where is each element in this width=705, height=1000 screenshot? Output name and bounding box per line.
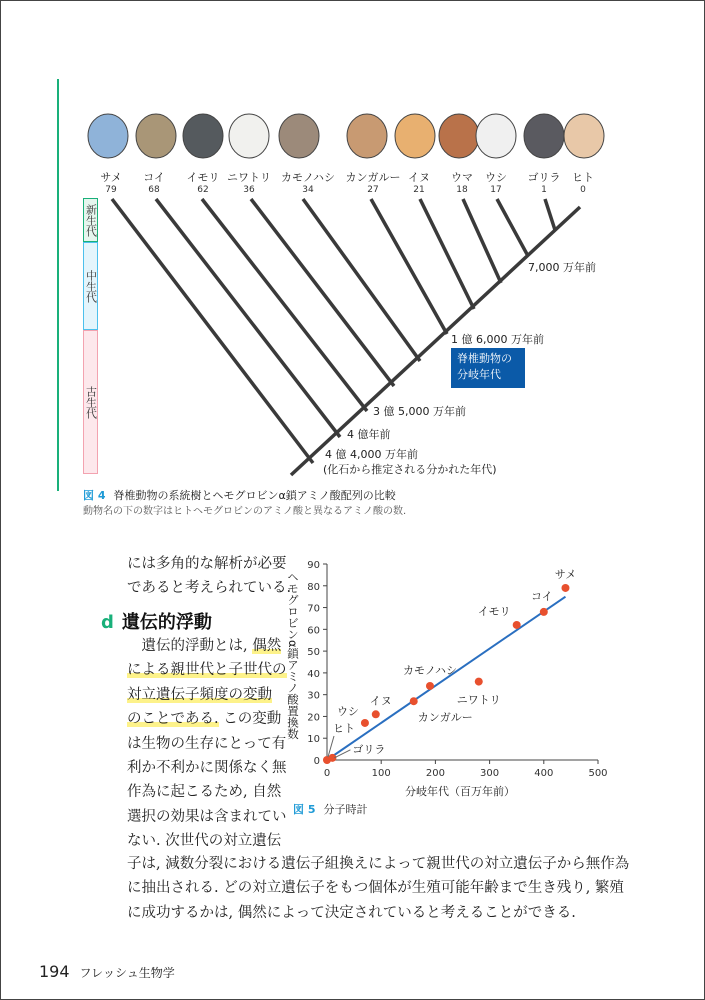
y-tick-label: 90 (307, 560, 320, 571)
text: は生物の生存にとって有 (127, 735, 287, 752)
amino-acid-difference: 62 (197, 185, 209, 195)
animal-name: ウマ (451, 171, 473, 184)
amino-acid-difference: 68 (148, 185, 160, 195)
time-160my: 1 億 6,000 万年前 (451, 333, 544, 346)
amino-acid-difference: 79 (105, 185, 117, 195)
text: この変動 (218, 711, 282, 728)
time-400my: 4 億年前 (347, 428, 391, 441)
body-line (127, 805, 287, 829)
figure-label: 図 5 (293, 803, 316, 816)
amino-acid-difference: 27 (367, 185, 379, 195)
x-tick-label: 100 (371, 768, 391, 779)
y-tick-label: 50 (307, 647, 320, 659)
body-line: であると考えられている. (127, 580, 292, 596)
era-mesozoic (83, 242, 98, 330)
tree-branch (463, 199, 501, 283)
y-tick-label: 60 (307, 625, 320, 637)
data-point (372, 710, 380, 718)
data-point (361, 719, 369, 727)
chart-title: 分子時計 (323, 803, 368, 816)
data-point (513, 621, 521, 629)
amino-acid-difference: 17 (490, 185, 502, 195)
text: 作為に起こるため, 自然 (127, 784, 282, 801)
y-tick-label: 70 (307, 603, 320, 615)
book-title: フレッシュ生物学 (79, 966, 175, 980)
molecular-clock-chart (281, 551, 611, 801)
animal-illustration-icon (564, 114, 604, 158)
text: 選択の効果は含まれてい (127, 808, 287, 825)
body-line (127, 780, 281, 804)
point-label: ゴリラ (352, 742, 386, 756)
body-line: には多角的な解析が必要 (127, 556, 287, 572)
body-line (127, 707, 281, 731)
y-tick-label: 80 (307, 581, 320, 593)
body-line: に成功するかは, 偶然によって決定されていると考えることができる. (127, 904, 576, 921)
animal-name: サメ (100, 171, 122, 184)
time-70my: 7,000 万年前 (528, 261, 596, 274)
point-label: ウシ (336, 704, 359, 718)
figure4-subcaption: 動物名の下の数字はヒトヘモグロビンのアミノ酸と異なるアミノ酸の数. (83, 506, 407, 517)
page-number: 194 (39, 962, 70, 981)
data-point (561, 584, 569, 592)
highlighted-text: 偶然 (252, 638, 282, 654)
animal-illustration-icon (136, 114, 176, 158)
x-tick-label: 0 (323, 768, 331, 779)
y-tick-label: 0 (313, 756, 320, 767)
animal-illustration-icon (279, 114, 319, 158)
amino-acid-difference: 21 (413, 185, 425, 195)
animal-illustration-icon (395, 114, 435, 158)
animal-name: ゴリラ (527, 171, 561, 184)
point-label: サメ (554, 567, 577, 581)
text: ない. 次世代の対立遺伝 (127, 833, 282, 850)
y-tick-label: 30 (307, 690, 320, 702)
point-label: コイ (530, 589, 553, 603)
tree-branch (497, 199, 528, 256)
time-440my: 4 億 4,000 万年前 (325, 448, 418, 461)
tree-branch (545, 199, 555, 230)
text: 利か不利かに関係なく無 (127, 760, 287, 776)
highlighted-text: による親世代と子世代の (127, 662, 287, 679)
body-line: 子は, 減数分裂における遺伝子組換えによって親世代の対立遺伝子から無作為 (127, 856, 630, 872)
point-label: カンガルー (417, 711, 473, 725)
tree-branch (156, 199, 340, 437)
caption-title: 脊椎動物の系統樹とヘモグロビンα鎖アミノ酸配列の比較 (113, 489, 396, 502)
animal-name: ヒト (572, 171, 594, 184)
animal-illustration-icon (183, 114, 223, 158)
animal-illustration-icon (229, 114, 269, 158)
animal-name: ウシ (485, 171, 507, 184)
animal-illustration-icon (476, 114, 516, 158)
body-line (127, 634, 281, 658)
chart-xlabel: 分岐年代（百万年前） (405, 785, 515, 798)
time-440-note: (化石から推定される分かれた年代) (323, 463, 497, 476)
era-label: 新生代 (84, 203, 98, 237)
animal-name: ニワトリ (227, 171, 271, 184)
point-label: イモリ (477, 604, 511, 618)
amino-acid-difference: 18 (456, 185, 468, 195)
era-label: 古生代 (84, 385, 98, 419)
tree-branch (420, 199, 474, 309)
figure5-caption (293, 801, 367, 817)
section-heading (101, 608, 212, 634)
amino-acid-difference: 36 (243, 185, 255, 195)
amino-acid-difference: 34 (302, 185, 314, 195)
time-350my: 3 億 5,000 万年前 (373, 405, 466, 418)
tree-branch (371, 199, 447, 334)
animal-illustration-icon (347, 114, 387, 158)
x-tick-label: 300 (480, 768, 500, 779)
animal-illustration-icon (439, 114, 479, 158)
y-tick-label: 10 (307, 734, 320, 746)
figure-label: 図 4 (83, 489, 106, 502)
x-tick-label: 400 (534, 768, 554, 779)
point-label: ヒト (333, 722, 355, 735)
animal-name: イヌ (408, 171, 430, 184)
regression-line (327, 597, 565, 760)
box-line: 脊椎動物の (457, 352, 512, 365)
figure4-caption (83, 487, 396, 503)
animal-name: イモリ (186, 171, 220, 184)
x-tick-label: 200 (425, 768, 445, 779)
page-footer (39, 962, 175, 981)
tree-branch (202, 199, 367, 411)
body-line (127, 829, 281, 853)
data-point (410, 697, 418, 705)
body-line: に抽出される. どの対立遺伝子をもつ個体が生殖可能年齢まで生き残り, 繁殖 (127, 880, 624, 897)
highlighted-text: 対立遺伝子頻度の変動 (127, 686, 272, 703)
point-label: イヌ (369, 694, 392, 708)
chart-ylabel: ヘモグロビンα鎖アミノ酸置換数 (286, 571, 300, 740)
body-line (127, 732, 286, 756)
x-tick-label: 500 (588, 768, 608, 779)
animal-illustration-icon (524, 114, 564, 158)
highlighted-text: のことである. (127, 711, 219, 728)
animal-name: コイ (143, 171, 165, 184)
era-label: 中生代 (84, 269, 98, 303)
era-cenozoic (83, 198, 98, 242)
y-tick-label: 40 (307, 668, 320, 680)
amino-acid-difference: 1 (541, 185, 547, 195)
y-tick-label: 20 (307, 712, 320, 724)
section-letter: d (101, 612, 114, 633)
data-point (426, 682, 434, 690)
body-line (127, 756, 287, 780)
box-line: 分岐年代 (457, 368, 501, 381)
animal-illustration-icon (88, 114, 128, 158)
amino-acid-difference: 0 (580, 185, 586, 195)
body-line (127, 683, 272, 707)
body-line (127, 658, 287, 682)
animal-name: カモノハシ (280, 171, 336, 184)
leader-line (328, 736, 334, 757)
section-title: 遺伝的浮動 (121, 612, 212, 633)
tree-branch (303, 199, 420, 361)
point-label: ニワトリ (456, 693, 501, 707)
point-label: カモノハシ (402, 663, 457, 677)
divergence-box (451, 348, 525, 388)
text: 遺伝的浮動とは, (127, 638, 253, 654)
era-paleozoic (83, 330, 98, 474)
animal-name: カンガルー (345, 171, 401, 184)
data-point (540, 608, 548, 616)
data-point (475, 678, 483, 686)
